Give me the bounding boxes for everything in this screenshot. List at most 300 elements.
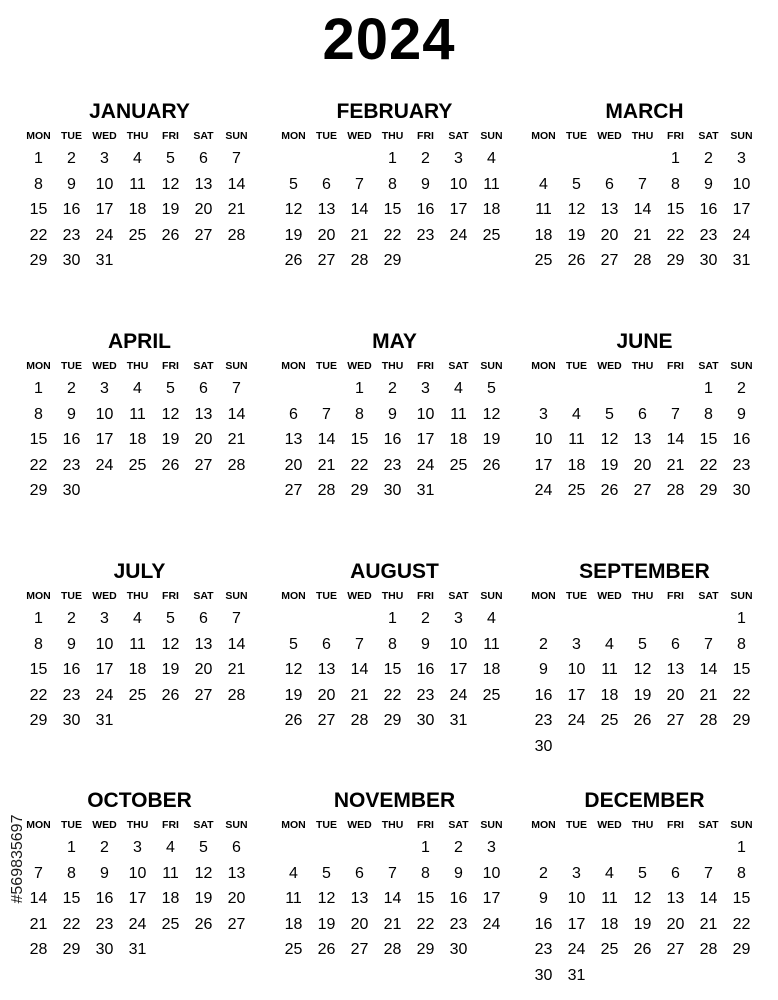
- weekday-header: [22, 815, 253, 835]
- day-cell: 17: [128, 890, 147, 907]
- day-cell: 15: [732, 890, 751, 907]
- day-cell: 30: [699, 252, 718, 269]
- weekday-label: MON: [531, 819, 556, 831]
- day-cell: 19: [633, 915, 652, 933]
- day-cell: 18: [534, 226, 553, 244]
- day-cell: 9: [454, 864, 463, 882]
- weekday-label: FRI: [667, 360, 684, 372]
- day-cell: 21: [699, 686, 718, 704]
- day-cell: 22: [350, 456, 369, 474]
- day-cell: 1: [67, 839, 76, 856]
- day-cell: 10: [449, 635, 468, 653]
- day-cell: 7: [232, 610, 241, 627]
- day-cell: 23: [416, 686, 435, 704]
- day-cell: 27: [194, 456, 213, 474]
- day-cell: 6: [289, 405, 298, 423]
- weekday-label: WED: [92, 130, 117, 142]
- day-cell: 6: [355, 864, 364, 882]
- day-cell: 19: [567, 226, 586, 244]
- day-cell: 15: [62, 890, 81, 907]
- day-cell: 12: [600, 431, 619, 448]
- day-cell: 25: [128, 686, 147, 704]
- weekday-label: THU: [126, 360, 149, 372]
- day-grid: [527, 835, 758, 988]
- day-cell: 14: [699, 890, 718, 907]
- day-cell: 4: [289, 864, 298, 882]
- weekday-label: MON: [26, 590, 51, 602]
- empty-cell: [527, 606, 560, 632]
- weekday-label: SAT: [193, 590, 214, 602]
- weekday-label: TUE: [61, 590, 82, 602]
- day-cell: 6: [322, 635, 331, 653]
- day-cell: 30: [383, 482, 402, 499]
- day-cell: 29: [29, 712, 48, 729]
- day-grid: [22, 376, 253, 504]
- day-cell: 18: [600, 686, 619, 704]
- day-cell: 24: [95, 226, 114, 244]
- day-cell: 16: [534, 915, 553, 933]
- day-cell: 18: [128, 431, 147, 448]
- empty-cell: [626, 835, 659, 861]
- day-cell: 3: [572, 864, 581, 882]
- month-may: [277, 330, 508, 504]
- day-cell: 1: [421, 839, 430, 856]
- empty-cell: [527, 835, 560, 861]
- day-cell: 15: [416, 890, 435, 907]
- day-cell: 14: [29, 890, 48, 907]
- day-cell: 5: [605, 405, 614, 423]
- weekday-label: WED: [597, 130, 622, 142]
- weekday-label: MON: [281, 130, 306, 142]
- day-cell: 14: [383, 890, 402, 907]
- day-cell: 8: [388, 175, 397, 193]
- day-cell: 14: [699, 661, 718, 678]
- weekday-label: MON: [531, 130, 556, 142]
- month-title: OCTOBER: [87, 789, 192, 812]
- day-cell: 18: [161, 890, 180, 907]
- month-title: JANUARY: [89, 100, 190, 123]
- month-june: [527, 330, 758, 504]
- month-july: [22, 560, 253, 734]
- day-cell: 4: [539, 175, 548, 193]
- day-cell: 9: [67, 175, 76, 193]
- weekday-label: WED: [92, 590, 117, 602]
- day-cell: 24: [534, 482, 553, 499]
- day-cell: 27: [194, 226, 213, 244]
- day-cell: 2: [67, 380, 76, 397]
- day-cell: 25: [482, 226, 501, 244]
- weekday-label: TUE: [316, 130, 337, 142]
- day-cell: 27: [633, 482, 652, 499]
- day-cell: 26: [284, 252, 303, 269]
- day-cell: 21: [29, 915, 48, 933]
- day-cell: 16: [534, 686, 553, 704]
- weekday-label: THU: [631, 819, 654, 831]
- day-cell: 12: [633, 890, 652, 907]
- day-cell: 7: [638, 175, 647, 193]
- day-cell: 26: [567, 252, 586, 269]
- weekday-label: SUN: [225, 819, 248, 831]
- day-cell: 26: [317, 941, 336, 958]
- day-cell: 1: [388, 150, 397, 167]
- day-cell: 17: [567, 915, 586, 933]
- day-grid: [527, 376, 758, 504]
- day-cell: 6: [199, 380, 208, 397]
- day-cell: 3: [133, 839, 142, 856]
- day-cell: 3: [539, 405, 548, 423]
- day-cell: 13: [284, 431, 303, 448]
- day-cell: 16: [699, 201, 718, 218]
- day-cell: 9: [539, 890, 548, 907]
- day-cell: 19: [284, 686, 303, 704]
- weekday-label: SAT: [698, 360, 719, 372]
- weekday-label: THU: [381, 590, 404, 602]
- day-cell: 13: [317, 201, 336, 218]
- weekday-label: TUE: [566, 590, 587, 602]
- day-cell: 22: [383, 226, 402, 244]
- day-cell: 12: [161, 405, 180, 423]
- empty-cell: [277, 606, 310, 632]
- day-cell: 17: [482, 890, 501, 907]
- day-cell: 9: [539, 661, 548, 678]
- day-cell: 24: [449, 686, 468, 704]
- empty-cell: [626, 606, 659, 632]
- day-cell: 9: [67, 635, 76, 653]
- day-cell: 12: [567, 201, 586, 218]
- weekday-label: FRI: [162, 819, 179, 831]
- day-cell: 22: [62, 915, 81, 933]
- empty-cell: [593, 606, 626, 632]
- day-cell: 10: [482, 864, 501, 882]
- day-cell: 4: [487, 610, 496, 627]
- day-cell: 16: [95, 890, 114, 907]
- day-cell: 21: [633, 226, 652, 244]
- weekday-header: [527, 356, 758, 376]
- day-cell: 7: [232, 380, 241, 397]
- day-cell: 15: [383, 661, 402, 678]
- day-cell: 27: [227, 915, 246, 933]
- day-cell: 20: [350, 915, 369, 933]
- day-cell: 8: [671, 175, 680, 193]
- day-cell: 29: [383, 252, 402, 269]
- day-cell: 22: [416, 915, 435, 933]
- weekday-label: SAT: [193, 819, 214, 831]
- day-cell: 20: [600, 226, 619, 244]
- day-cell: 19: [317, 915, 336, 933]
- day-cell: 27: [284, 482, 303, 499]
- month-title: SEPTEMBER: [579, 560, 710, 583]
- day-cell: 20: [666, 686, 685, 704]
- weekday-label: FRI: [162, 130, 179, 142]
- day-cell: 11: [568, 431, 585, 448]
- month-title: MARCH: [605, 100, 684, 123]
- weekday-label: FRI: [162, 590, 179, 602]
- day-cell: 23: [62, 456, 81, 474]
- day-cell: 2: [704, 150, 713, 167]
- day-cell: 2: [539, 864, 548, 882]
- day-cell: 16: [416, 201, 435, 218]
- day-cell: 1: [34, 610, 43, 627]
- day-cell: 10: [732, 175, 751, 193]
- day-cell: 26: [194, 915, 213, 933]
- day-cell: 5: [166, 610, 175, 627]
- day-cell: 10: [534, 431, 553, 448]
- day-cell: 13: [666, 661, 685, 678]
- weekday-header: [277, 126, 508, 146]
- day-cell: 31: [732, 252, 751, 269]
- day-cell: 18: [449, 431, 468, 448]
- weekday-label: THU: [381, 130, 404, 142]
- day-cell: 24: [128, 915, 147, 933]
- month-january: [22, 100, 253, 274]
- day-cell: 17: [95, 431, 114, 448]
- day-cell: 20: [317, 226, 336, 244]
- weekday-label: SUN: [480, 590, 503, 602]
- day-cell: 2: [737, 380, 746, 397]
- weekday-label: TUE: [566, 819, 587, 831]
- day-cell: 16: [732, 431, 751, 448]
- day-cell: 18: [482, 201, 501, 218]
- day-cell: 14: [666, 431, 685, 448]
- day-cell: 5: [199, 839, 208, 856]
- day-cell: 22: [732, 915, 751, 933]
- empty-cell: [626, 146, 659, 172]
- day-cell: 3: [737, 150, 746, 167]
- day-cell: 28: [699, 941, 718, 958]
- day-cell: 12: [284, 661, 303, 678]
- weekday-label: TUE: [316, 819, 337, 831]
- day-cell: 31: [416, 482, 435, 499]
- day-cell: 27: [350, 941, 369, 958]
- weekday-label: SUN: [225, 130, 248, 142]
- day-cell: 10: [95, 405, 114, 423]
- day-cell: 21: [666, 456, 685, 474]
- weekday-header: [527, 586, 758, 606]
- day-cell: 5: [572, 175, 581, 193]
- weekday-label: THU: [381, 360, 404, 372]
- day-cell: 30: [534, 737, 553, 755]
- day-grid: [527, 146, 758, 274]
- day-cell: 20: [194, 661, 213, 678]
- day-cell: 31: [95, 712, 114, 729]
- day-cell: 20: [194, 431, 213, 448]
- day-cell: 30: [62, 482, 81, 499]
- day-cell: 1: [34, 150, 43, 167]
- day-cell: 25: [128, 456, 147, 474]
- empty-cell: [560, 835, 593, 861]
- weekday-label: FRI: [667, 130, 684, 142]
- empty-cell: [560, 376, 593, 402]
- day-cell: 17: [416, 431, 435, 448]
- day-cell: 29: [416, 941, 435, 958]
- day-cell: 30: [732, 482, 751, 499]
- empty-cell: [659, 606, 692, 632]
- day-cell: 4: [487, 150, 496, 167]
- weekday-label: TUE: [316, 360, 337, 372]
- day-cell: 19: [482, 431, 501, 448]
- day-cell: 24: [95, 686, 114, 704]
- month-title: AUGUST: [350, 560, 439, 583]
- day-cell: 31: [128, 941, 147, 958]
- day-cell: 21: [227, 661, 246, 678]
- day-cell: 4: [605, 864, 614, 882]
- empty-cell: [659, 376, 692, 402]
- weekday-label: FRI: [417, 130, 434, 142]
- day-grid: [22, 835, 253, 963]
- day-cell: 29: [350, 482, 369, 499]
- weekday-label: THU: [126, 590, 149, 602]
- day-cell: 22: [699, 456, 718, 474]
- weekday-label: WED: [347, 819, 372, 831]
- day-cell: 2: [388, 380, 397, 397]
- month-november: [277, 789, 508, 963]
- day-cell: 31: [95, 252, 114, 269]
- day-cell: 16: [62, 201, 81, 218]
- weekday-label: THU: [381, 819, 404, 831]
- day-cell: 8: [355, 405, 364, 423]
- weekday-label: WED: [597, 590, 622, 602]
- day-cell: 24: [482, 915, 501, 933]
- day-cell: 24: [567, 712, 586, 729]
- empty-cell: [560, 606, 593, 632]
- day-cell: 17: [567, 686, 586, 704]
- day-cell: 21: [383, 915, 402, 933]
- day-cell: 6: [671, 864, 680, 882]
- day-cell: 5: [322, 864, 331, 882]
- year-title: 2024: [322, 7, 456, 72]
- day-cell: 22: [29, 226, 48, 244]
- day-cell: 25: [600, 712, 619, 729]
- day-cell: 30: [449, 941, 468, 958]
- weekday-label: FRI: [417, 819, 434, 831]
- day-cell: 12: [482, 405, 501, 423]
- day-cell: 25: [284, 941, 303, 958]
- day-cell: 18: [128, 201, 147, 218]
- weekday-label: SAT: [193, 130, 214, 142]
- weekday-header: [22, 126, 253, 146]
- day-cell: 8: [737, 864, 746, 882]
- day-cell: 4: [133, 380, 142, 397]
- day-cell: 3: [572, 635, 581, 653]
- weekday-label: SUN: [480, 360, 503, 372]
- day-cell: 6: [671, 635, 680, 653]
- day-cell: 15: [666, 201, 685, 218]
- day-cell: 19: [161, 201, 180, 218]
- day-cell: 18: [567, 456, 586, 474]
- day-cell: 8: [421, 864, 430, 882]
- weekday-label: SUN: [225, 360, 248, 372]
- day-cell: 7: [704, 864, 713, 882]
- day-cell: 19: [161, 431, 180, 448]
- day-cell: 26: [161, 686, 180, 704]
- day-cell: 22: [732, 686, 751, 704]
- day-cell: 15: [29, 661, 48, 678]
- day-cell: 15: [699, 431, 718, 448]
- month-april: [22, 330, 253, 504]
- day-cell: 5: [487, 380, 496, 397]
- day-cell: 12: [317, 890, 336, 907]
- empty-cell: [527, 376, 560, 402]
- day-cell: 26: [284, 712, 303, 729]
- day-cell: 6: [605, 175, 614, 193]
- day-cell: 3: [454, 610, 463, 627]
- day-cell: 17: [95, 661, 114, 678]
- weekday-label: WED: [347, 130, 372, 142]
- day-cell: 24: [732, 226, 751, 244]
- day-cell: 19: [600, 456, 619, 474]
- day-cell: 23: [449, 915, 468, 933]
- day-cell: 18: [128, 661, 147, 678]
- day-cell: 5: [289, 175, 298, 193]
- weekday-label: THU: [631, 360, 654, 372]
- weekday-label: MON: [531, 360, 556, 372]
- day-cell: 16: [416, 661, 435, 678]
- day-cell: 28: [699, 712, 718, 729]
- weekday-label: FRI: [667, 819, 684, 831]
- day-cell: 8: [34, 175, 43, 193]
- day-cell: 11: [601, 661, 618, 678]
- weekday-label: SAT: [448, 360, 469, 372]
- month-february: [277, 100, 508, 274]
- month-august: [277, 560, 508, 734]
- day-cell: 2: [67, 150, 76, 167]
- day-cell: 13: [633, 431, 652, 448]
- day-cell: 22: [383, 686, 402, 704]
- stock-id-watermark: #569835697: [9, 814, 26, 904]
- day-cell: 27: [666, 712, 685, 729]
- day-cell: 13: [227, 864, 246, 882]
- day-cell: 31: [567, 966, 586, 984]
- day-cell: 26: [482, 456, 501, 474]
- day-cell: 26: [600, 482, 619, 499]
- day-cell: 11: [483, 175, 500, 193]
- empty-cell: [343, 835, 376, 861]
- day-cell: 13: [600, 201, 619, 218]
- month-title: JUNE: [616, 330, 673, 353]
- day-cell: 25: [534, 252, 553, 269]
- day-cell: 20: [633, 456, 652, 474]
- day-grid: [277, 835, 508, 963]
- day-cell: 10: [95, 635, 114, 653]
- day-cell: 2: [421, 150, 430, 167]
- day-cell: 5: [638, 635, 647, 653]
- day-cell: 12: [161, 175, 180, 193]
- day-cell: 2: [454, 839, 463, 856]
- day-cell: 27: [317, 252, 336, 269]
- day-cell: 8: [737, 635, 746, 653]
- day-cell: 23: [732, 456, 751, 474]
- day-cell: 14: [227, 405, 246, 423]
- day-cell: 29: [62, 941, 81, 958]
- day-cell: 1: [671, 150, 680, 167]
- day-cell: 4: [572, 405, 581, 423]
- empty-cell: [692, 606, 725, 632]
- empty-cell: [310, 606, 343, 632]
- day-cell: 9: [737, 405, 746, 423]
- day-cell: 3: [421, 380, 430, 397]
- day-cell: 11: [601, 890, 618, 907]
- day-cell: 24: [567, 941, 586, 958]
- day-cell: 15: [732, 661, 751, 678]
- weekday-label: TUE: [61, 360, 82, 372]
- day-cell: 3: [487, 839, 496, 856]
- day-cell: 3: [454, 150, 463, 167]
- day-cell: 1: [737, 610, 746, 627]
- day-cell: 6: [199, 150, 208, 167]
- weekday-label: SUN: [480, 130, 503, 142]
- weekday-header: [277, 815, 508, 835]
- day-cell: 3: [100, 150, 109, 167]
